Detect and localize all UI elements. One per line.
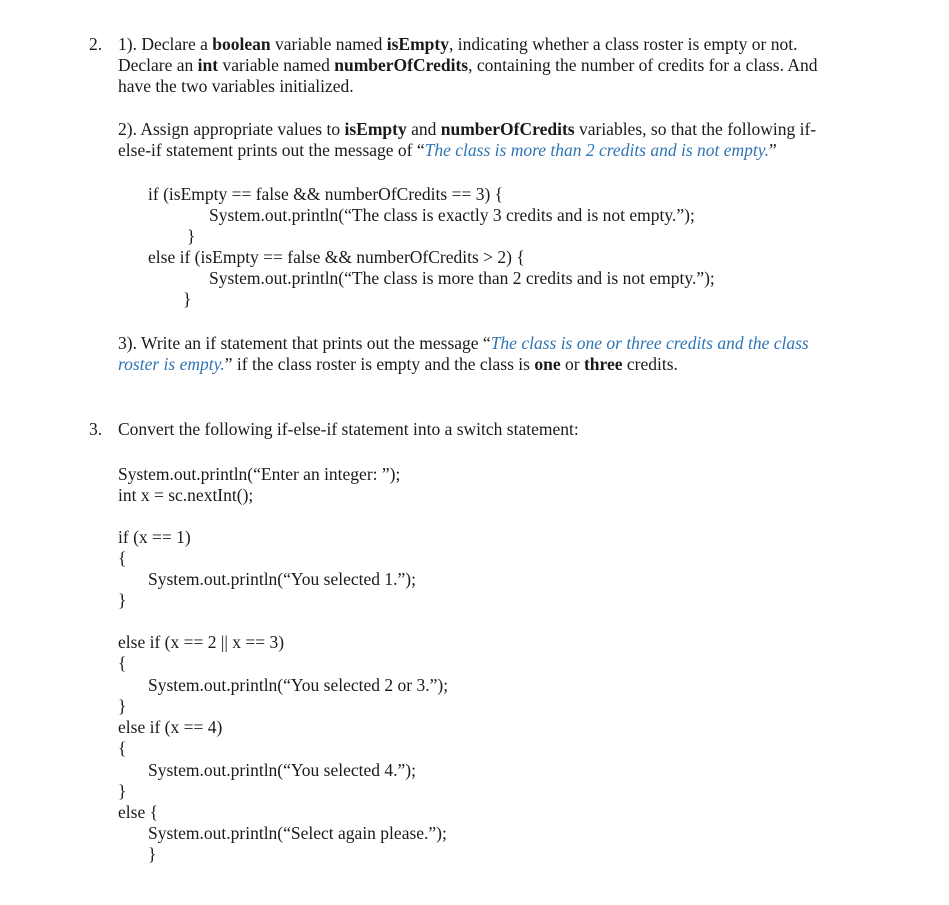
q2-p2-line1: 2). Assign appropriate values to isEmpty and numberOfCredits variables, so that the following if-: [118, 119, 817, 139]
q3-code-line: else {: [118, 802, 158, 822]
q3-code-line: System.out.println(“Enter an integer: ”);: [118, 464, 401, 484]
q3-code-line: {: [118, 653, 127, 673]
q2-code-line: System.out.println(“The class is more than 2 credits and is not empty.”);: [209, 268, 715, 288]
q3-code-line: System.out.println(“You selected 2 or 3.”);: [148, 675, 449, 695]
q2-p3-line1: 3). Write an if statement that prints out the message “The class is one or three credits and the class: [118, 333, 809, 353]
q3-code-line: System.out.println(“You selected 4.”);: [148, 760, 416, 780]
q3-prompt: Convert the following if-else-if statement into a switch statement:: [118, 419, 579, 439]
q3-code-line: System.out.println(“Select again please.”);: [148, 823, 447, 843]
q2-p1-line1: 1). Declare a boolean variable named isEmpty, indicating whether a class roster is empty or not.: [118, 34, 798, 54]
q2-target-message: The class is more than 2 credits and is not empty.: [424, 140, 769, 160]
q2-code-line: }: [187, 226, 196, 246]
q2-p1-line3: have the two variables initialized.: [118, 76, 354, 96]
q3-code-line: System.out.println(“You selected 1.”);: [148, 569, 416, 589]
question-3-number: 3.: [89, 419, 103, 439]
q3-code-line: }: [118, 590, 127, 610]
q3-code-line: int x = sc.nextInt();: [118, 485, 254, 505]
q3-code-line: {: [118, 548, 127, 568]
q3-code-line: }: [148, 844, 157, 864]
q2-code-line: else if (isEmpty == false && numberOfCredits > 2) {: [148, 247, 525, 267]
q3-code-line: if (x == 1): [118, 527, 191, 547]
q2-code-line: if (isEmpty == false && numberOfCredits == 3) {: [148, 184, 504, 204]
q3-code-line: }: [118, 696, 127, 716]
q3-code-line: {: [118, 738, 127, 758]
q3-code-line: else if (x == 4): [118, 717, 223, 737]
q3-code-line: }: [118, 781, 127, 801]
question-2-number: 2.: [89, 34, 103, 54]
q2-code-line: }: [183, 289, 192, 309]
q2-p2-line2: else-if statement prints out the message of “The class is more than 2 credits and is not empty.”: [118, 140, 777, 160]
q2-code-line: System.out.println(“The class is exactly 3 credits and is not empty.”);: [209, 205, 695, 225]
q3-code-line: else if (x == 2 || x == 3): [118, 632, 285, 652]
q2-p3-line2: roster is empty.” if the class roster is empty and the class is one or three credits.: [118, 354, 678, 374]
q2-p1-line2: Declare an int variable named numberOfCredits, containing the number of credits for a class. And: [118, 55, 818, 75]
